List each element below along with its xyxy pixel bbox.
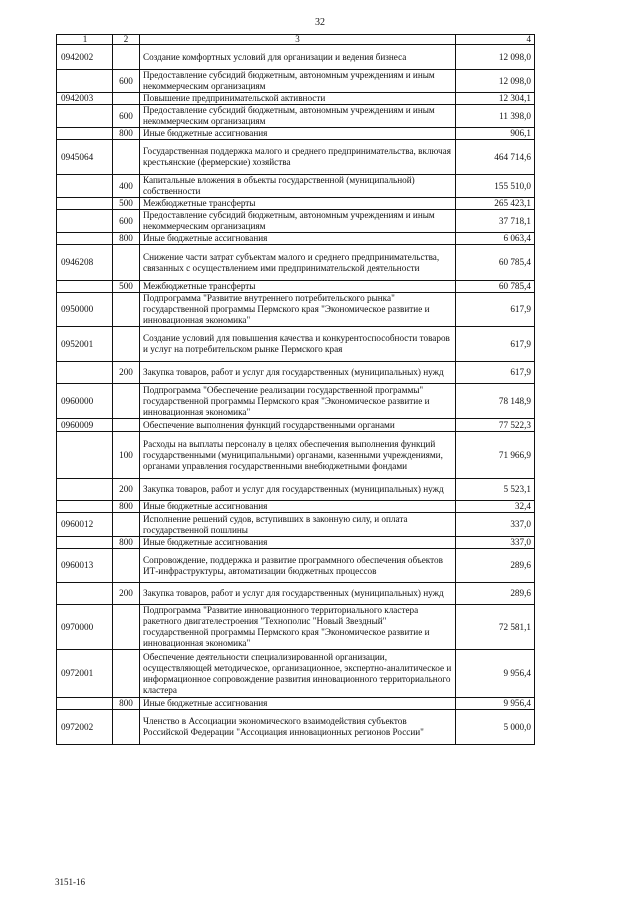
row-amount: 60 785,4: [456, 245, 535, 281]
row-expense-type: 800: [113, 537, 140, 549]
table-row: [57, 605, 535, 650]
row-description: Членство в Ассоциации экономического взаимодействия субъектов Российской Федерации "Ассоциация инновационных регионов России": [140, 710, 456, 745]
row-amount: 155 510,0: [456, 175, 535, 198]
row-amount: 617,9: [456, 327, 535, 362]
table-row: [57, 327, 535, 362]
table-row: [57, 281, 535, 293]
row-amount: 906,1: [456, 128, 535, 140]
row-amount: 78 148,9: [456, 384, 535, 419]
table-row: [57, 549, 535, 583]
row-expense-type: [113, 45, 140, 70]
column-header-1: 1: [57, 35, 113, 45]
row-description: Обеспечение деятельности специализированной организации, осуществляющей методическое, организационное, экспертно-аналитическое и информационное сопровождение развития инновационного территориального кластера: [140, 650, 456, 698]
row-amount: 9 956,4: [456, 698, 535, 710]
row-expense-type: 500: [113, 198, 140, 210]
row-amount: 32,4: [456, 501, 535, 513]
column-header-3: 3: [140, 35, 456, 45]
row-expense-type: 600: [113, 70, 140, 93]
row-amount: 60 785,4: [456, 281, 535, 293]
table-row: [57, 479, 535, 501]
table-body: [57, 45, 535, 745]
row-amount: 12 304,1: [456, 93, 535, 105]
row-code: [57, 233, 113, 245]
row-expense-type: 400: [113, 175, 140, 198]
row-description: Межбюджетные трансферты: [140, 198, 456, 210]
table-row: [57, 698, 535, 710]
table-row: [57, 583, 535, 605]
row-description: Предоставление субсидий бюджетным, автономным учреждениям и иным некоммерческим организациям: [140, 70, 456, 93]
row-code: [57, 537, 113, 549]
row-amount: 289,6: [456, 549, 535, 583]
row-code: [57, 479, 113, 501]
row-amount: 11 398,0: [456, 105, 535, 128]
table-row: [57, 128, 535, 140]
row-description: Подпрограмма "Обеспечение реализации государственной программы" государственной программы Пермского края "Экономическое развитие и инновационная экономика": [140, 384, 456, 419]
row-amount: 12 098,0: [456, 45, 535, 70]
budget-table: [56, 34, 535, 745]
table-row: [57, 210, 535, 233]
row-code: [57, 432, 113, 479]
table-row: [57, 70, 535, 93]
table-row: [57, 93, 535, 105]
row-description: Межбюджетные трансферты: [140, 281, 456, 293]
row-code: [57, 198, 113, 210]
row-amount: 77 522,3: [456, 419, 535, 432]
table-row: [57, 105, 535, 128]
row-code: 0972001: [57, 650, 113, 698]
column-header-2: 2: [113, 35, 140, 45]
row-code: 0970000: [57, 605, 113, 650]
row-description: Капитальные вложения в объекты государственной (муниципальной) собственности: [140, 175, 456, 198]
row-amount: 337,0: [456, 537, 535, 549]
row-expense-type: 800: [113, 233, 140, 245]
row-expense-type: [113, 549, 140, 583]
row-description: Закупка товаров, работ и услуг для государственных (муниципальных) нужд: [140, 583, 456, 605]
row-code: [57, 698, 113, 710]
row-code: [57, 128, 113, 140]
row-description: Расходы на выплаты персоналу в целях обеспечения выполнения функций государственными (муниципальными) органами, казенными учреждениями, органами управления государственными внебюджетными фондами: [140, 432, 456, 479]
row-amount: 464 714,6: [456, 140, 535, 175]
row-expense-type: [113, 140, 140, 175]
table-row: [57, 384, 535, 419]
row-code: 0946208: [57, 245, 113, 281]
row-expense-type: [113, 384, 140, 419]
row-code: [57, 175, 113, 198]
row-expense-type: [113, 419, 140, 432]
row-amount: 12 098,0: [456, 70, 535, 93]
row-description: Обеспечение выполнения функций государственными органами: [140, 419, 456, 432]
table-row: [57, 245, 535, 281]
row-amount: 617,9: [456, 362, 535, 384]
row-expense-type: [113, 245, 140, 281]
table-row: [57, 650, 535, 698]
row-code: [57, 70, 113, 93]
row-code: 0945064: [57, 140, 113, 175]
row-expense-type: 600: [113, 105, 140, 128]
table-header-row: [57, 35, 535, 45]
row-code: [57, 362, 113, 384]
row-amount: 289,6: [456, 583, 535, 605]
row-amount: 265 423,1: [456, 198, 535, 210]
row-description: Иные бюджетные ассигнования: [140, 537, 456, 549]
row-code: [57, 281, 113, 293]
row-amount: 617,9: [456, 293, 535, 327]
row-expense-type: 500: [113, 281, 140, 293]
row-description: Иные бюджетные ассигнования: [140, 128, 456, 140]
page-number: 32: [315, 17, 325, 28]
row-expense-type: [113, 327, 140, 362]
row-description: Государственная поддержка малого и среднего предпринимательства, включая крестьянские (фермерские) хозяйства: [140, 140, 456, 175]
row-expense-type: 100: [113, 432, 140, 479]
row-amount: 5 523,1: [456, 479, 535, 501]
row-description: Повышение предпринимательской активности: [140, 93, 456, 105]
row-description: Предоставление субсидий бюджетным, автономным учреждениям и иным некоммерческим организациям: [140, 105, 456, 128]
row-code: 0960000: [57, 384, 113, 419]
row-expense-type: 200: [113, 479, 140, 501]
row-description: Сопровождение, поддержка и развитие программного обеспечения объектов ИТ-инфраструктуры, автоматизации бюджетных процессов: [140, 549, 456, 583]
table-row: [57, 45, 535, 70]
table-row: [57, 293, 535, 327]
row-description: Закупка товаров, работ и услуг для государственных (муниципальных) нужд: [140, 479, 456, 501]
row-amount: 6 063,4: [456, 233, 535, 245]
table-row: [57, 198, 535, 210]
row-expense-type: 200: [113, 583, 140, 605]
row-code: 0950000: [57, 293, 113, 327]
table-row: [57, 175, 535, 198]
row-amount: 37 718,1: [456, 210, 535, 233]
row-code: [57, 583, 113, 605]
row-code: [57, 210, 113, 233]
table-row: [57, 419, 535, 432]
row-description: Исполнение решений судов, вступивших в законную силу, и оплата государственной пошлины: [140, 513, 456, 537]
row-description: Иные бюджетные ассигнования: [140, 233, 456, 245]
table-row: [57, 362, 535, 384]
row-description: Создание комфортных условий для организации и ведения бизнеса: [140, 45, 456, 70]
row-code: 0942002: [57, 45, 113, 70]
row-amount: 72 581,1: [456, 605, 535, 650]
row-expense-type: [113, 293, 140, 327]
footer-code: 3151-16: [55, 877, 85, 887]
row-amount: 71 966,9: [456, 432, 535, 479]
column-header-4: 4: [456, 35, 535, 45]
row-expense-type: 800: [113, 501, 140, 513]
row-expense-type: [113, 710, 140, 745]
row-expense-type: 800: [113, 698, 140, 710]
row-code: 0960009: [57, 419, 113, 432]
table-row: [57, 710, 535, 745]
row-description: Иные бюджетные ассигнования: [140, 501, 456, 513]
row-expense-type: 600: [113, 210, 140, 233]
row-expense-type: [113, 605, 140, 650]
row-description: Подпрограмма "Развитие инновационного территориального кластера ракетного двигателестроения "Технополис "Новый Звездный" государственной программы Пермского края "Экономическое развитие и инновационная экономика": [140, 605, 456, 650]
table-row: [57, 537, 535, 549]
row-amount: 9 956,4: [456, 650, 535, 698]
row-description: Создание условий для повышения качества и конкурентоспособности товаров и услуг на потребительском рынке Пермского края: [140, 327, 456, 362]
row-expense-type: 800: [113, 128, 140, 140]
row-code: [57, 501, 113, 513]
row-expense-type: [113, 513, 140, 537]
table-row: [57, 432, 535, 479]
row-amount: 337,0: [456, 513, 535, 537]
row-code: 0960012: [57, 513, 113, 537]
row-description: Снижение части затрат субъектам малого и среднего предпринимательства, связанных с осуществлением ими предпринимательской деятельности: [140, 245, 456, 281]
row-code: 0952001: [57, 327, 113, 362]
row-code: 0960013: [57, 549, 113, 583]
table-row: [57, 513, 535, 537]
row-description: Подпрограмма "Развитие внутреннего потребительского рынка" государственной программы Пермского края "Экономическое развитие и инновационная экономика": [140, 293, 456, 327]
row-code: [57, 105, 113, 128]
table-row: [57, 233, 535, 245]
row-description: Закупка товаров, работ и услуг для государственных (муниципальных) нужд: [140, 362, 456, 384]
row-expense-type: 200: [113, 362, 140, 384]
row-expense-type: [113, 93, 140, 105]
row-amount: 5 000,0: [456, 710, 535, 745]
table-row: [57, 140, 535, 175]
row-description: Иные бюджетные ассигнования: [140, 698, 456, 710]
row-expense-type: [113, 650, 140, 698]
table-row: [57, 501, 535, 513]
row-code: 0942003: [57, 93, 113, 105]
row-code: 0972002: [57, 710, 113, 745]
row-description: Предоставление субсидий бюджетным, автономным учреждениям и иным некоммерческим организациям: [140, 210, 456, 233]
